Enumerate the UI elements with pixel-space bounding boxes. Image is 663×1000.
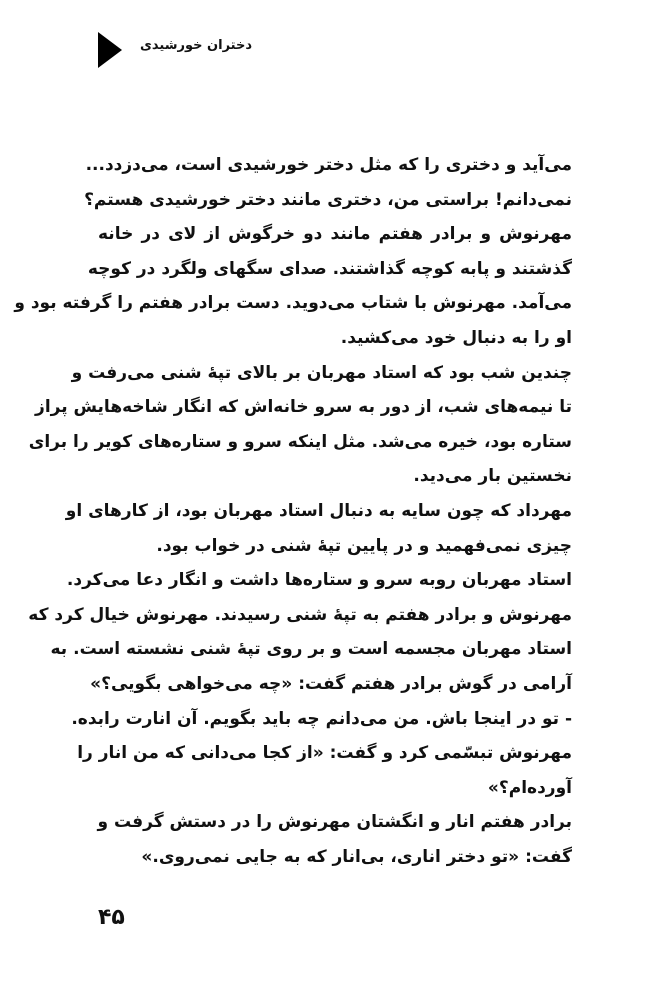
text-line: نمی‌دانم! براستی من، دختری مانند دختر خورشیدی هستم؟ <box>84 189 572 210</box>
text-line: استاد مهربان مجسمه است و بر روی تپهٔ شنی نشسته است. به <box>50 639 572 660</box>
text-line: استاد مهربان روبه سرو و ستاره‌ها داشت و انگار دعا می‌کرد. <box>66 570 572 591</box>
text-line: می‌آید و دختری را که مثل دختر خورشیدی است، می‌دزدد... <box>85 155 572 175</box>
text-line: آرامی در گوش برادر هفتم گفت: «چه می‌خواهی بگویی؟» <box>90 673 572 694</box>
text-line: مهرنوش و برادر هفتم مانند دو خرگوش از لای در خانه <box>98 224 572 245</box>
text-line: چیزی نمی‌فهمید و در پایین تپهٔ شنی در خواب بود. <box>156 535 572 556</box>
running-title: دختران خورشیدی <box>140 38 253 53</box>
text-line: گفت: «تو دختر اناری، بی‌انار که به جایی نمی‌روی.» <box>141 846 572 867</box>
text-line: - تو در اینجا باش. من می‌دانم چه باید بگویم. آن انارت رابده. <box>71 708 572 729</box>
text-line: ستاره بود، خیره می‌شد. مثل اینکه سرو و ستاره‌های کویر را برای <box>28 431 572 452</box>
text-line: می‌آمد. مهرنوش با شتاب می‌دوید. دست برادر هفتم را گرفته بود و <box>14 293 572 314</box>
text-line: چندین شب بود که استاد مهربان بر بالای تپهٔ شنی می‌رفت و <box>71 362 572 383</box>
text-line: برادر هفتم انار و انگشتان مهرنوش را در دستش گرفت و <box>97 812 572 833</box>
triangle-marker-icon <box>98 32 122 68</box>
page-number: ۴۵ <box>98 905 125 930</box>
text-line: گذشتند و پابه کوچه گذاشتند. صدای سگهای ولگرد در کوچه <box>87 258 572 279</box>
text-line: نخستین بار می‌دید. <box>413 466 572 487</box>
text-line: مهرنوش تبسّمی کرد و گفت: «از کجا می‌دانی که من انار را <box>77 743 572 764</box>
text-line: تا نیمه‌های شب، از دور به سرو خانه‌اش که انگار شاخه‌هایش پراز <box>35 397 572 418</box>
text-line: مهرداد که چون سایه به دنبال استاد مهربان بود، از کارهای او <box>65 500 572 521</box>
text-line: مهرنوش و برادر هفتم به تپهٔ شنی رسیدند. مهرنوش خیال کرد که <box>28 604 572 625</box>
body-text <box>14 148 572 874</box>
text-line: او را به دنبال خود می‌کشید. <box>340 327 572 348</box>
text-line: آورده‌ام؟» <box>487 777 572 798</box>
